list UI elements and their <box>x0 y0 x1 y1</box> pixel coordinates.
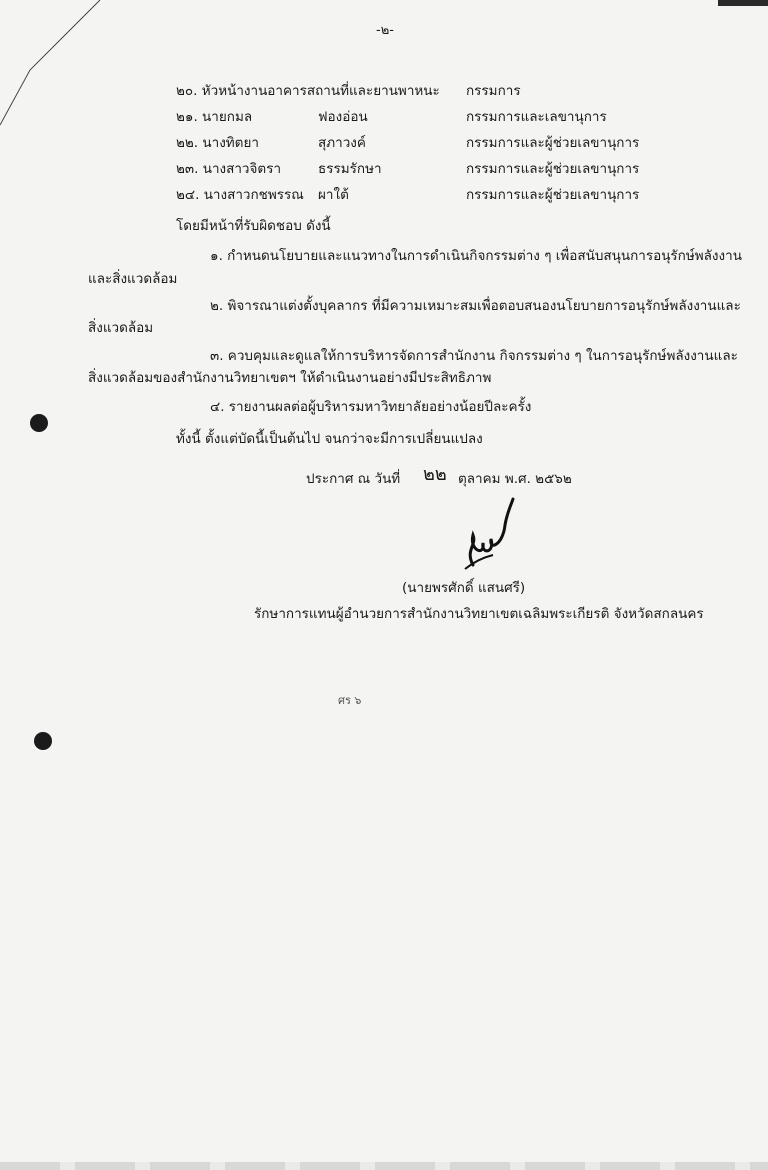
duty-item-line2: สิ่งแวดล้อม <box>88 320 154 336</box>
punch-hole-bottom <box>34 732 52 750</box>
signer-name: (นายพรศักดิ์ แสนศรี) <box>402 580 526 596</box>
announce-month-year: ตุลาคม พ.ศ. ๒๕๖๒ <box>458 471 572 487</box>
effective-statement: ทั้งนี้ ตั้งแต่บัดนี้เป็นต้นไป จนกว่าจะมีการเปลี่ยนแปลง <box>176 431 483 447</box>
duty-item-line1: ๔. รายงานผลต่อผู้บริหารมหาวิทยาลัยอย่างน้อยปีละครั้ง <box>210 399 532 415</box>
member-role: กรรมการและผู้ช่วยเลขานุการ <box>466 161 640 177</box>
duty-item-line1: ๓. ควบคุมและดูแลให้การบริหารจัดการสำนักงาน กิจกรรมต่าง ๆ ในการอนุรักษ์พลังงานและ <box>210 348 738 364</box>
announce-day: ๒๒ <box>423 464 447 485</box>
signature <box>455 495 525 575</box>
member-surname: ผาใต้ <box>318 187 349 203</box>
member-no-name: ๒๒. นางทิตยา <box>176 135 259 151</box>
member-no-name: ๒๐. หัวหน้างานอาคารสถานที่และยานพาหนะ <box>176 83 440 99</box>
typist-initials: ศร ๖ <box>338 694 362 707</box>
member-no-name: ๒๔. นางสาวกชพรรณ <box>176 187 304 203</box>
member-no-name: ๒๓. นางสาวจิตรา <box>176 161 282 177</box>
duty-item-line1: ๒. พิจารณาแต่งตั้งบุคลากร ที่มีความเหมาะสมเพื่อตอบสนองนโยบายการอนุรักษ์พลังงานและ <box>210 298 741 314</box>
member-role: กรรมการและเลขานุการ <box>466 109 607 125</box>
announce-prefix: ประกาศ ณ วันที่ <box>306 471 401 487</box>
punch-hole-top <box>30 414 48 432</box>
duty-item-line1: ๑. กำหนดนโยบายและแนวทางในการดำเนินกิจกรรมต่าง ๆ เพื่อสนับสนุนการอนุรักษ์พลังงาน <box>210 248 742 264</box>
member-role: กรรมการ <box>466 83 521 99</box>
duty-item-line2: สิ่งแวดล้อมของสำนักงานวิทยาเขตฯ ให้ดำเนินงานอย่างมีประสิทธิภาพ <box>88 370 492 386</box>
signer-title: รักษาการแทนผู้อำนวยการสำนักงานวิทยาเขตเฉลิมพระเกียรติ จังหวัดสกลนคร <box>254 606 704 622</box>
fold-line <box>0 0 110 130</box>
member-role: กรรมการและผู้ช่วยเลขานุการ <box>466 135 640 151</box>
member-surname: ฟองอ่อน <box>318 109 368 125</box>
scan-edge-mark <box>718 0 768 6</box>
page-number: -๒- <box>376 23 394 38</box>
duty-item-line2: และสิ่งแวดล้อม <box>88 271 178 287</box>
member-surname: สุภาวงค์ <box>318 135 366 151</box>
scan-bottom-edge <box>0 1162 768 1170</box>
member-role: กรรมการและผู้ช่วยเลขานุการ <box>466 187 640 203</box>
duties-intro: โดยมีหน้าที่รับผิดชอบ ดังนี้ <box>176 218 331 234</box>
member-surname: ธรรมรักษา <box>318 161 382 177</box>
member-no-name: ๒๑. นายกมล <box>176 109 253 125</box>
